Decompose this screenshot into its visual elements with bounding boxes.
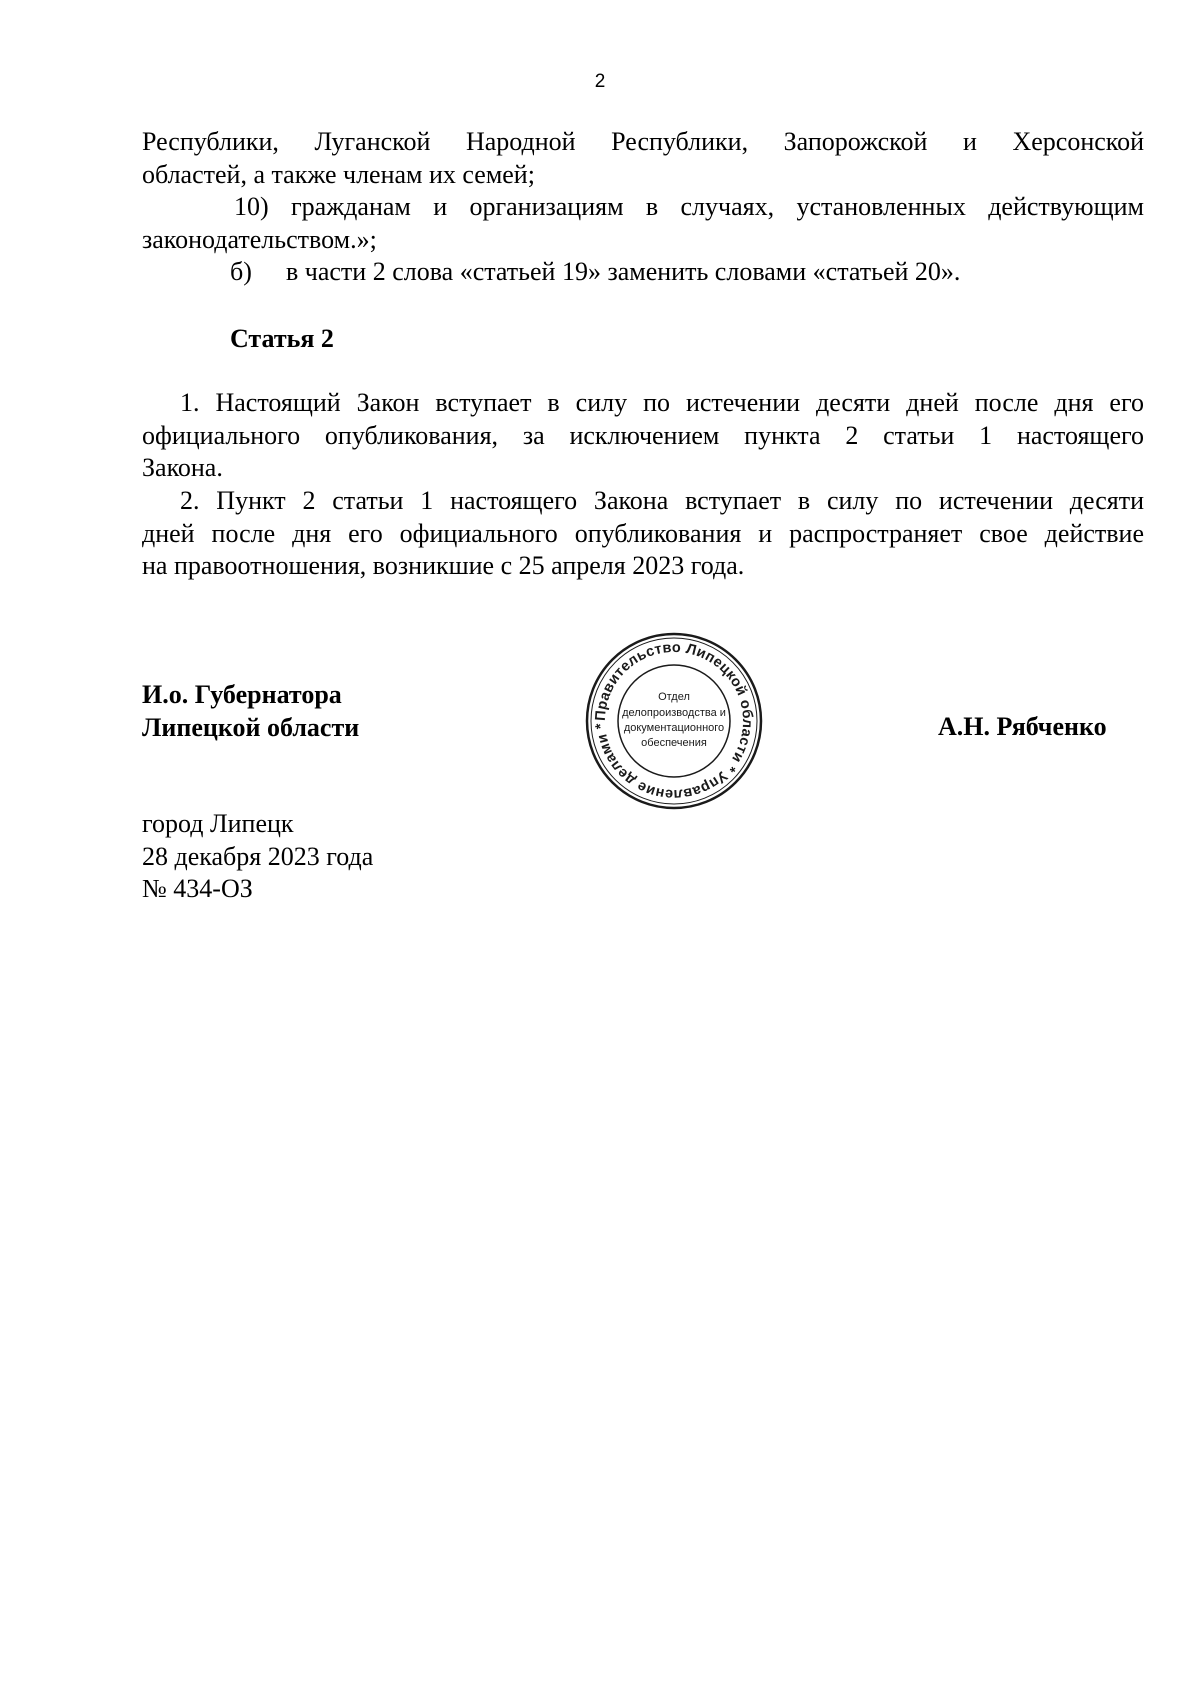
seal-center-line-4: обеспечения bbox=[641, 737, 707, 749]
article-2-paragraph-2 bbox=[142, 485, 1144, 583]
article-2-p1-line-1: 1. Настоящий Закон вступает в силу по истечении десяти дней после дня его bbox=[180, 388, 1144, 417]
continuation-line-2: областей, а также членам их семей; bbox=[142, 159, 535, 189]
article-2-p2-line-3: на правоотношения, возникшие с 25 апреля 2023 года. bbox=[142, 551, 745, 580]
article-heading: Статья 2 bbox=[230, 324, 334, 353]
document-footer bbox=[142, 808, 373, 906]
article-2-p1-line-3: Закона. bbox=[142, 453, 223, 482]
svg-text:Правительство Липецкой области bbox=[593, 640, 755, 802]
article-2-p2-line-2: дней после дня его официального опубликования и распространяет свое действие bbox=[142, 518, 1144, 548]
item-b-marker: б) bbox=[230, 257, 252, 286]
official-seal bbox=[583, 630, 765, 812]
signatory-name: А.Н. Рябченко bbox=[938, 712, 1107, 741]
official-seal-graphic bbox=[583, 630, 765, 812]
signatory-title-line-2: Липецкой области bbox=[142, 712, 360, 742]
signatory-title bbox=[142, 679, 359, 744]
footer-city: город Липецк bbox=[142, 809, 294, 838]
seal-center-line-1: Отдел bbox=[658, 691, 690, 703]
continuation-paragraph bbox=[142, 126, 1144, 191]
continuation-line-1: Республики, Луганской Народной Республики, Запорожской и Херсонской bbox=[142, 127, 1144, 156]
item-b-text: в части 2 слова «статьей 19» заменить словами «статьей 20». bbox=[286, 257, 961, 286]
item-10-paragraph bbox=[142, 191, 1144, 256]
article-2-p2-line-1: 2. Пункт 2 статьи 1 настоящего Закона вступает в силу по истечении десяти bbox=[180, 486, 1144, 515]
seal-center-line-3: документационного bbox=[623, 722, 725, 734]
seal-ring-text: Правительство Липецкой области * Управление делами * bbox=[592, 639, 756, 803]
article-2-p1-line-2: официального опубликования, за исключением пункта 2 статьи 1 настоящего bbox=[142, 420, 1144, 450]
item-10-line-2: законодательством.»; bbox=[142, 224, 377, 254]
seal-center-line-2: делопроизводства и bbox=[622, 707, 726, 719]
page-number: 2 bbox=[594, 71, 606, 92]
footer-number: № 434-ОЗ bbox=[142, 874, 253, 903]
footer-date: 28 декабря 2023 года bbox=[142, 841, 374, 871]
article-2-paragraph-1 bbox=[142, 387, 1144, 485]
item-10-line-1: 10) гражданам и организациям в случаях, установленных действующим bbox=[234, 192, 1144, 221]
signatory-title-line-1: И.о. Губернатора bbox=[142, 680, 342, 709]
